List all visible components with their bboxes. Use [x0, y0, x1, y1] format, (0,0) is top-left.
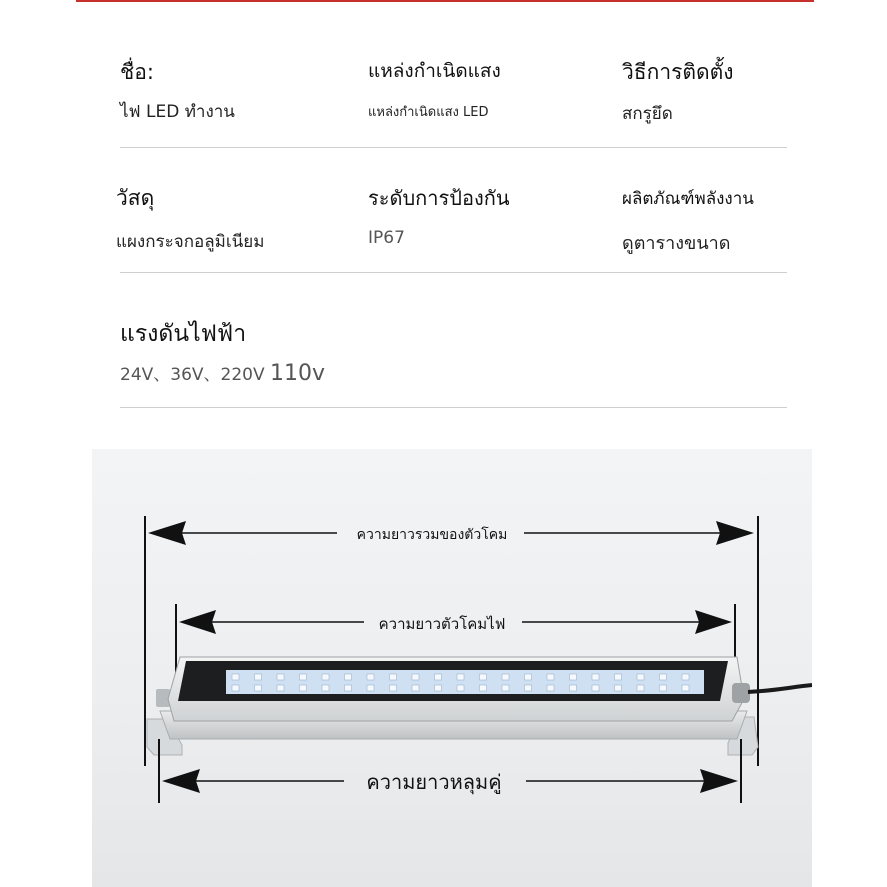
- led-chip: [660, 685, 667, 691]
- led-chip: [547, 685, 554, 691]
- led-chip: [412, 674, 419, 680]
- led-chip: [367, 674, 374, 680]
- body-arrow-right: [695, 610, 732, 634]
- top-accent-rule: [76, 0, 814, 2]
- led-chip: [277, 685, 284, 691]
- overall-length-label: ความยาวรวมของตัวโคม: [356, 527, 508, 543]
- led-chip: [255, 685, 262, 691]
- spec-material-label: วัสดุ: [116, 186, 155, 210]
- body-arrow-left: [179, 610, 216, 634]
- divider-2: [120, 272, 787, 273]
- led-chip: [232, 685, 239, 691]
- led-chip: [592, 685, 599, 691]
- led-chip: [412, 685, 419, 691]
- hole-spacing-label: ความยาวหลุมคู่: [366, 770, 502, 794]
- led-chip: [390, 674, 397, 680]
- led-chip: [637, 674, 644, 680]
- led-chip: [525, 685, 532, 691]
- spec-mount-value: สกรูยึด: [622, 104, 673, 124]
- spec-power-value: ดูตารางขนาด: [622, 233, 731, 254]
- spec-protection-label: ระดับการป้องกัน: [368, 186, 510, 210]
- led-chip: [502, 674, 509, 680]
- led-chip: [480, 685, 487, 691]
- led-chip: [322, 685, 329, 691]
- spec-source-label: แหล่งกำเนิดแสง: [368, 60, 501, 82]
- cable-gland: [732, 683, 750, 703]
- led-chip: [435, 674, 442, 680]
- hole-arrow-right: [700, 769, 738, 793]
- led-chip: [300, 685, 307, 691]
- led-chip: [682, 685, 689, 691]
- led-chip: [480, 674, 487, 680]
- led-chip: [232, 674, 239, 680]
- led-chip: [322, 674, 329, 680]
- led-chip: [660, 674, 667, 680]
- voltage-list: 24V、36V、220V: [120, 365, 265, 385]
- led-chip: [570, 674, 577, 680]
- led-chip: [367, 685, 374, 691]
- spec-voltage-value: [120, 360, 325, 386]
- spec-material-value: แผงกระจกอลูมิเนียม: [116, 232, 265, 252]
- led-chip: [682, 674, 689, 680]
- divider-1: [120, 147, 787, 148]
- led-chip: [547, 674, 554, 680]
- led-chip: [637, 685, 644, 691]
- voltage-extra: 110v: [270, 361, 326, 386]
- overall-arrow-left: [148, 521, 186, 545]
- hole-arrow-left: [162, 769, 200, 793]
- led-chip: [615, 685, 622, 691]
- product-diagram: [92, 449, 812, 887]
- led-chip: [390, 685, 397, 691]
- led-chip: [345, 674, 352, 680]
- led-strip: [226, 670, 704, 694]
- led-chip: [502, 685, 509, 691]
- led-chip: [277, 674, 284, 680]
- led-chip: [457, 674, 464, 680]
- led-chip: [592, 674, 599, 680]
- spec-name-value: ไฟ LED ทำงาน: [120, 102, 235, 122]
- lamp-body-length-label: ความยาวตัวโคมไฟ: [378, 615, 506, 633]
- led-chip: [615, 674, 622, 680]
- led-chip: [300, 674, 307, 680]
- spec-voltage-label: แรงดันไฟฟ้า: [120, 321, 247, 347]
- led-chip: [525, 674, 532, 680]
- spec-name-label: ชื่อ:: [120, 60, 154, 84]
- spec-protection-value: IP67: [368, 228, 405, 248]
- led-chip: [570, 685, 577, 691]
- lamp-dimension-svg: [92, 449, 812, 887]
- overall-arrow-right: [716, 521, 754, 545]
- led-chip: [457, 685, 464, 691]
- led-chip: [435, 685, 442, 691]
- spec-power-label: ผลิตภัณฑ์พลังงาน: [622, 189, 754, 209]
- led-chip: [345, 685, 352, 691]
- spec-source-value: แหล่งกำเนิดแสง LED: [368, 105, 489, 120]
- spec-mount-label: วิธีการติดตั้ง: [622, 60, 734, 84]
- divider-3: [120, 407, 787, 408]
- led-chip: [255, 674, 262, 680]
